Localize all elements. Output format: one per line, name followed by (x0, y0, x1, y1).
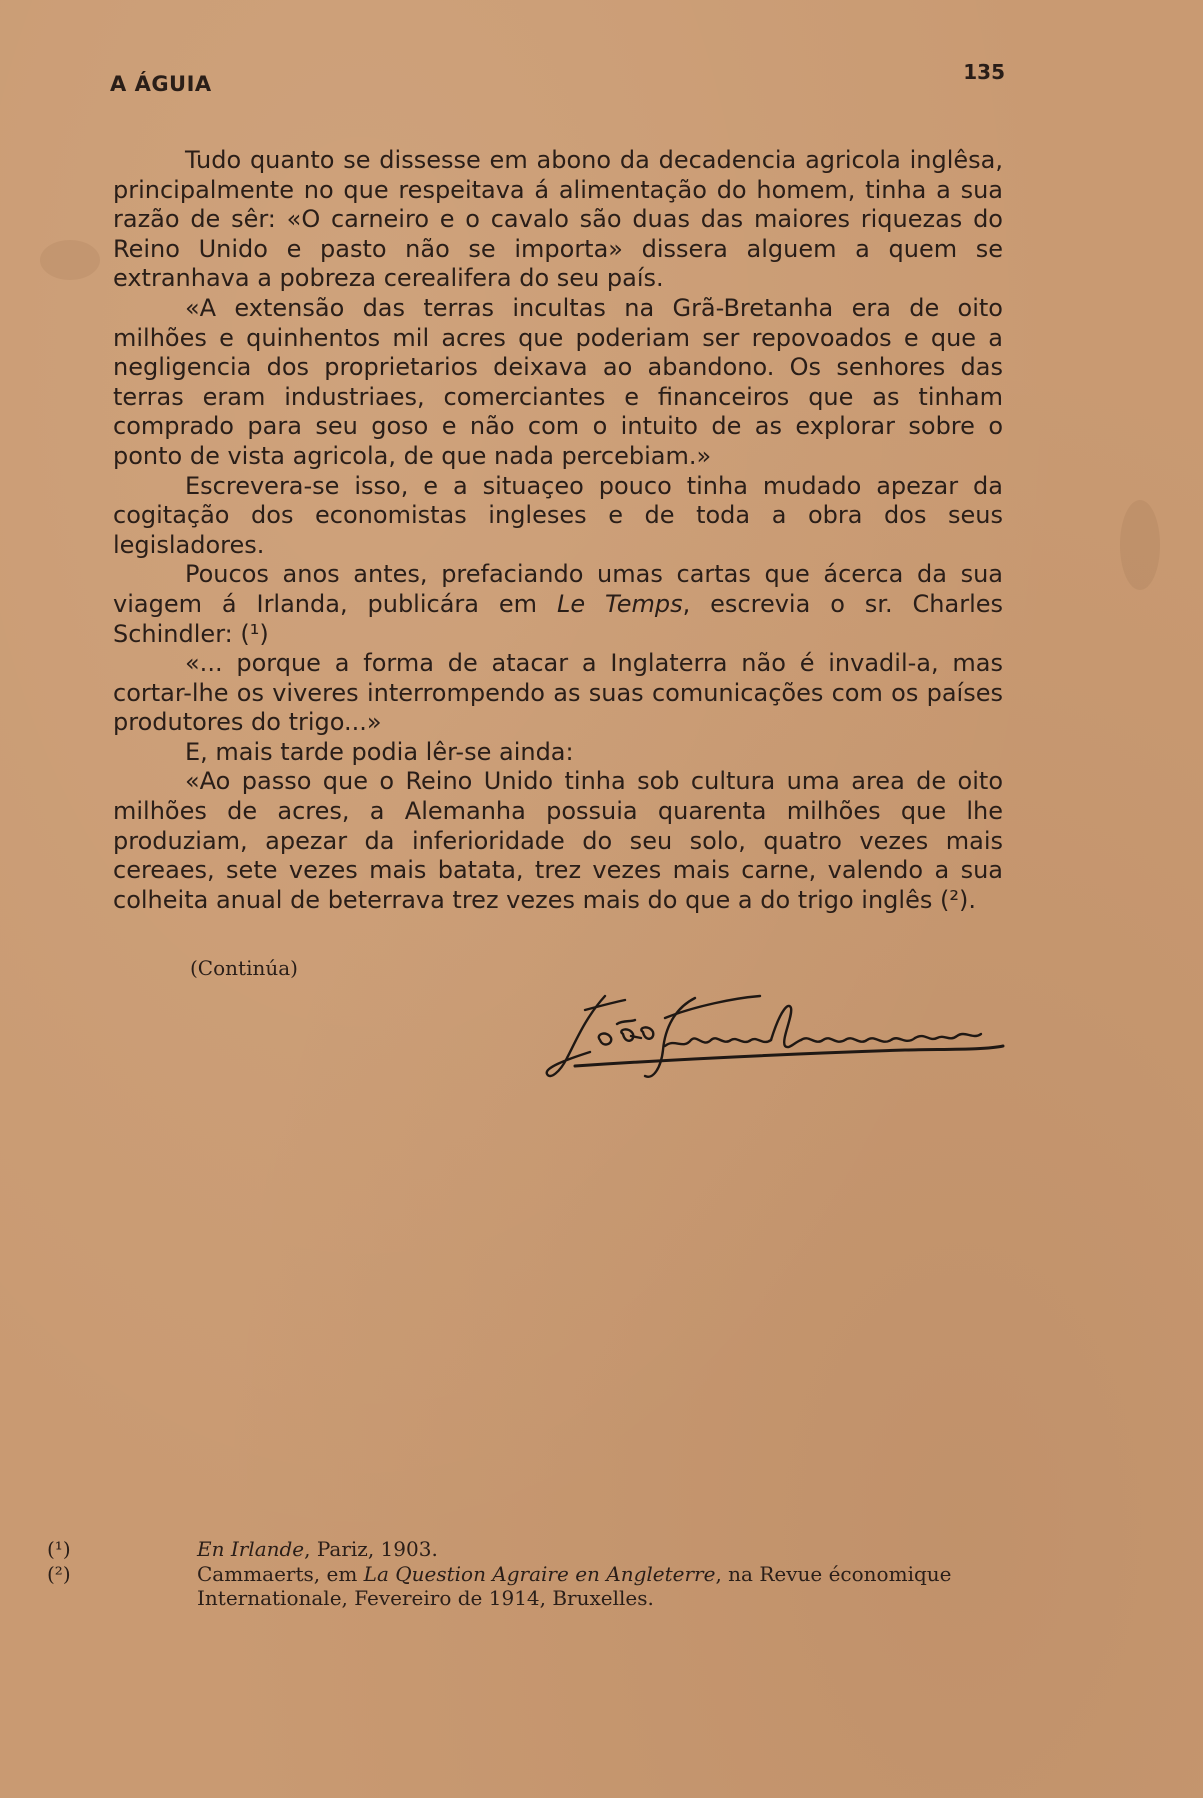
body-text (113, 146, 1003, 915)
paragraph (113, 738, 1003, 768)
footnote (47, 1537, 1017, 1562)
text-run: «A extensão das terras incultas na Grã-Bretanha era de oito milhões e quinhentos mil acres que poderiam ser repovoados e que a negligencia dos proprietarios deixava ao abandono. Os senhores das terras eram industriaes, comerciantes e financeiros que as tinham comprado para seu goso e não com o intuito de as explorar sobre o ponto de vista agricola, de que nada percebiam.» (113, 293, 1003, 470)
italic-text: En Irlande (197, 1537, 305, 1561)
author-signature (545, 988, 1005, 1088)
footnote-marker: (²) (47, 1561, 71, 1586)
text-run: , na Revue économique Internationale, Fevereiro de 1914, Bruxelles. (197, 1561, 952, 1610)
italic-text: Le Temps (556, 589, 683, 618)
paragraph (113, 560, 1003, 649)
running-head (110, 60, 1005, 100)
text-run: Cammaerts, em (197, 1561, 364, 1586)
text-run: Tudo quanto se dissesse em abono da decadencia agricola inglêsa, principalmente no que respeitava á alimentação do homem, tinha a sua razão de sêr: «O carneiro e o cavalo são duas das maiores riquezas do Reino Unido e pasto não se importa» dissera alguem a quem se extranhava a pobreza cerealifera do seu país. (113, 146, 1003, 293)
paper-stain (40, 240, 100, 280)
paragraph (113, 649, 1003, 738)
journal-title: A ÁGUIA (110, 72, 212, 96)
text-run: «... porque a forma de atacar a Inglaterra não é invadil-a, mas cortar-lhe os viveres interrompendo as suas comunicações com os países produtores do trigo...» (113, 649, 1003, 737)
footnote-marker: (¹) (47, 1537, 71, 1561)
paper-stain (1120, 500, 1160, 590)
paragraph (113, 146, 1003, 294)
paragraph (113, 294, 1003, 472)
italic-text: La Question Agraire en Angleterre (363, 1561, 716, 1586)
paragraph (113, 767, 1003, 915)
continuation-note: (Continúa) (190, 956, 298, 980)
footnote (47, 1561, 1017, 1611)
text-run: «Ao passo que o Reino Unido tinha sob cultura uma area de oito milhões de acres, a Alemanha possuia quarenta milhões que lhe produziam, apezar da inferioridade do seu solo, quatro vezes mais cereaes, sete vezes mais batata, trez vezes mais carne, valendo a sua colheita anual de beterrava trez vezes mais do que a do trigo inglês (²). (113, 767, 1003, 914)
text-run: E, mais tarde podia lêr-se ainda: (185, 737, 574, 766)
paragraph (113, 472, 1003, 561)
page-number: 135 (963, 60, 1005, 84)
text-run: Escrevera-se isso, e a situaçeo pouco tinha mudado apezar da cogitação dos economistas ingleses e de toda a obra dos seus legisladores. (113, 471, 1003, 559)
text-run: Poucos anos antes, prefaciando umas cartas que ácerca da sua viagem á Irlanda, publicára em (113, 560, 1003, 618)
footnotes (47, 1537, 1017, 1611)
text-run: , Pariz, 1903. (304, 1537, 438, 1561)
text-run: , escrevia o sr. Charles Schindler: (¹) (113, 589, 1004, 648)
